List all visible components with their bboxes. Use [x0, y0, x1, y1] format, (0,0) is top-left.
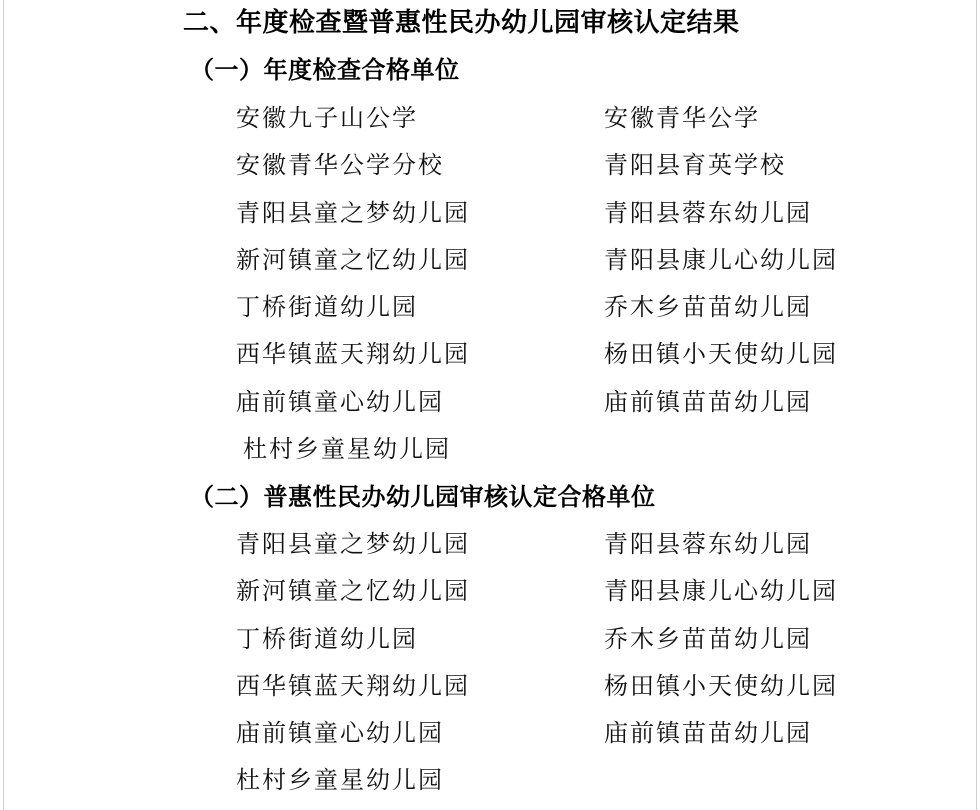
list-item: 青阳县蓉东幼儿园 [604, 198, 812, 227]
list-item: 青阳县童之梦幼儿园 [236, 530, 470, 558]
list-item: 安徽九子山公学 [236, 104, 418, 132]
list-item: 杨田镇小天使幼儿园 [604, 671, 838, 700]
list-item: 庙前镇童心幼儿园 [236, 387, 444, 416]
list-item: 青阳县童之梦幼儿园 [236, 198, 470, 227]
subsection-1-list [236, 97, 864, 475]
list-item: 庙前镇苗苗幼儿园 [604, 719, 812, 748]
list-item: 新河镇童之忆幼儿园 [236, 245, 470, 274]
page-right-border [976, 0, 977, 810]
list-item: 乔木乡苗苗幼儿园 [604, 624, 812, 653]
list-item: 乔木乡苗苗幼儿园 [604, 293, 812, 322]
page-left-border [3, 0, 4, 810]
list-item: 杨田镇小天使幼儿园 [604, 340, 838, 369]
list-item: 西华镇蓝天翔幼儿园 [236, 340, 470, 369]
list-item: 青阳县蓉东幼儿园 [604, 530, 812, 558]
list-item: 庙前镇童心幼儿园 [236, 719, 444, 748]
list-item: 丁桥街道幼儿园 [236, 624, 418, 653]
list-item: 庙前镇苗苗幼儿园 [604, 387, 812, 416]
section-title: 二、年度检查暨普惠性民办幼儿园审核认定结果 [183, 8, 740, 38]
list-item: 青阳县康儿心幼儿园 [604, 577, 838, 606]
list-item: 青阳县康儿心幼儿园 [604, 245, 838, 274]
list-item: 杜村乡童星幼儿园 [236, 766, 444, 795]
list-item: 安徽青华公学 [604, 104, 760, 132]
subsection-2-title: （二）普惠性民办幼儿园审核认定合格单位 [190, 483, 656, 511]
list-item: 新河镇童之忆幼儿园 [236, 577, 470, 606]
subsection-2-list [236, 523, 864, 807]
list-item: 安徽青华公学分校 [236, 151, 444, 180]
subsection-1-title: （一）年度检查合格单位 [190, 56, 460, 84]
list-item: 杜村乡童星幼儿园 [243, 435, 451, 464]
list-item: 青阳县育英学校 [604, 151, 786, 180]
list-item: 西华镇蓝天翔幼儿园 [236, 671, 470, 700]
list-item: 丁桥街道幼儿园 [236, 293, 418, 322]
